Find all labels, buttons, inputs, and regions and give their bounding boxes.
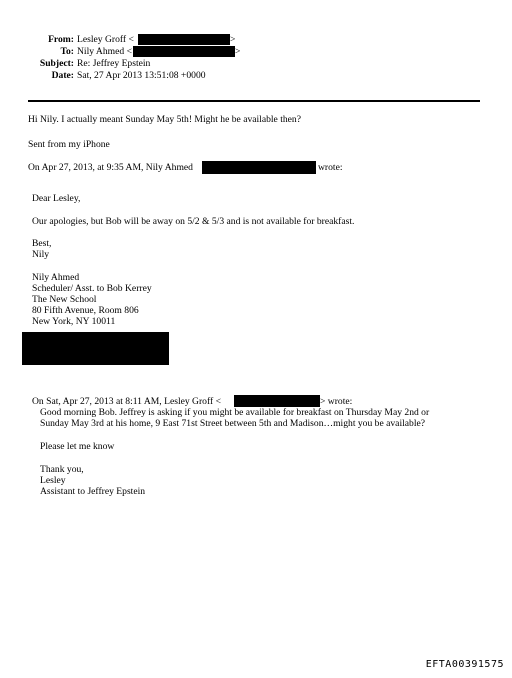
reply2-line3: Please let me know [40, 441, 115, 452]
reply2-closing: Thank you, [40, 464, 84, 475]
quote-intro-end: wrote: [318, 162, 343, 173]
reply1-sig-addr1: 80 Fifth Avenue, Room 806 [32, 305, 139, 316]
from-tail: > [230, 34, 236, 45]
reply2-name: Lesley [40, 475, 66, 486]
reply2-title: Assistant to Jeffrey Epstein [40, 486, 146, 497]
header-subject-row [0, 58, 150, 70]
redaction-quote-email [202, 161, 316, 174]
header-from-row [0, 34, 134, 46]
reply1-closing-name: Nily [32, 249, 50, 260]
date-value: Sat, 27 Apr 2013 13:51:08 +0000 [77, 70, 206, 81]
subject-value: Re: Jeffrey Epstein [77, 58, 151, 69]
header-divider [28, 100, 480, 102]
reply2-line1: Good morning Bob. Jeffrey is asking if you might be available for breakfast on Thursday May 2nd or [40, 407, 430, 418]
redaction-block [22, 332, 169, 365]
document-id: EFTA00391575 [425, 659, 504, 670]
from-label: From: [48, 34, 74, 45]
to-label: To: [60, 46, 74, 57]
reply1-closing: Best, [32, 238, 52, 249]
header-to-row [0, 46, 132, 58]
reply1-sig-addr2: New York, NY 10011 [32, 316, 116, 327]
reply1-greeting: Dear Lesley, [32, 193, 81, 204]
quote-intro-start: On Apr 27, 2013, at 9:35 AM, Nily Ahmed [28, 162, 193, 173]
message-signature: Sent from my iPhone [28, 139, 110, 150]
redaction-reply2-email [234, 395, 320, 407]
message-line: Hi Nily. I actually meant Sunday May 5th! Might he be available then? [28, 114, 301, 125]
reply1-sig-title: Scheduler/ Asst. to Bob Kerrey [32, 283, 152, 294]
reply2-line2: Sunday May 3rd at his home, 9 East 71st Street between 5th and Madison…might you be available? [40, 418, 426, 429]
header-date-row [0, 70, 206, 82]
subject-label: Subject: [39, 58, 74, 69]
redaction-to-email [133, 46, 235, 57]
reply1-body: Our apologies, but Bob will be away on 5/2 & 5/3 and is not available for breakfast. [32, 216, 355, 227]
to-value: Nily Ahmed < [77, 46, 132, 57]
redaction-from-email [138, 34, 230, 45]
reply1-sig-org: The New School [32, 294, 97, 305]
date-label: Date: [51, 70, 74, 81]
reply2-intro-start: On Sat, Apr 27, 2013 at 8:11 AM, Lesley Groff < [32, 396, 222, 407]
from-value: Lesley Groff < [77, 34, 134, 45]
to-tail: > [235, 46, 241, 57]
reply1-sig-name: Nily Ahmed [32, 272, 80, 283]
reply2-intro-end: > wrote: [320, 396, 353, 407]
